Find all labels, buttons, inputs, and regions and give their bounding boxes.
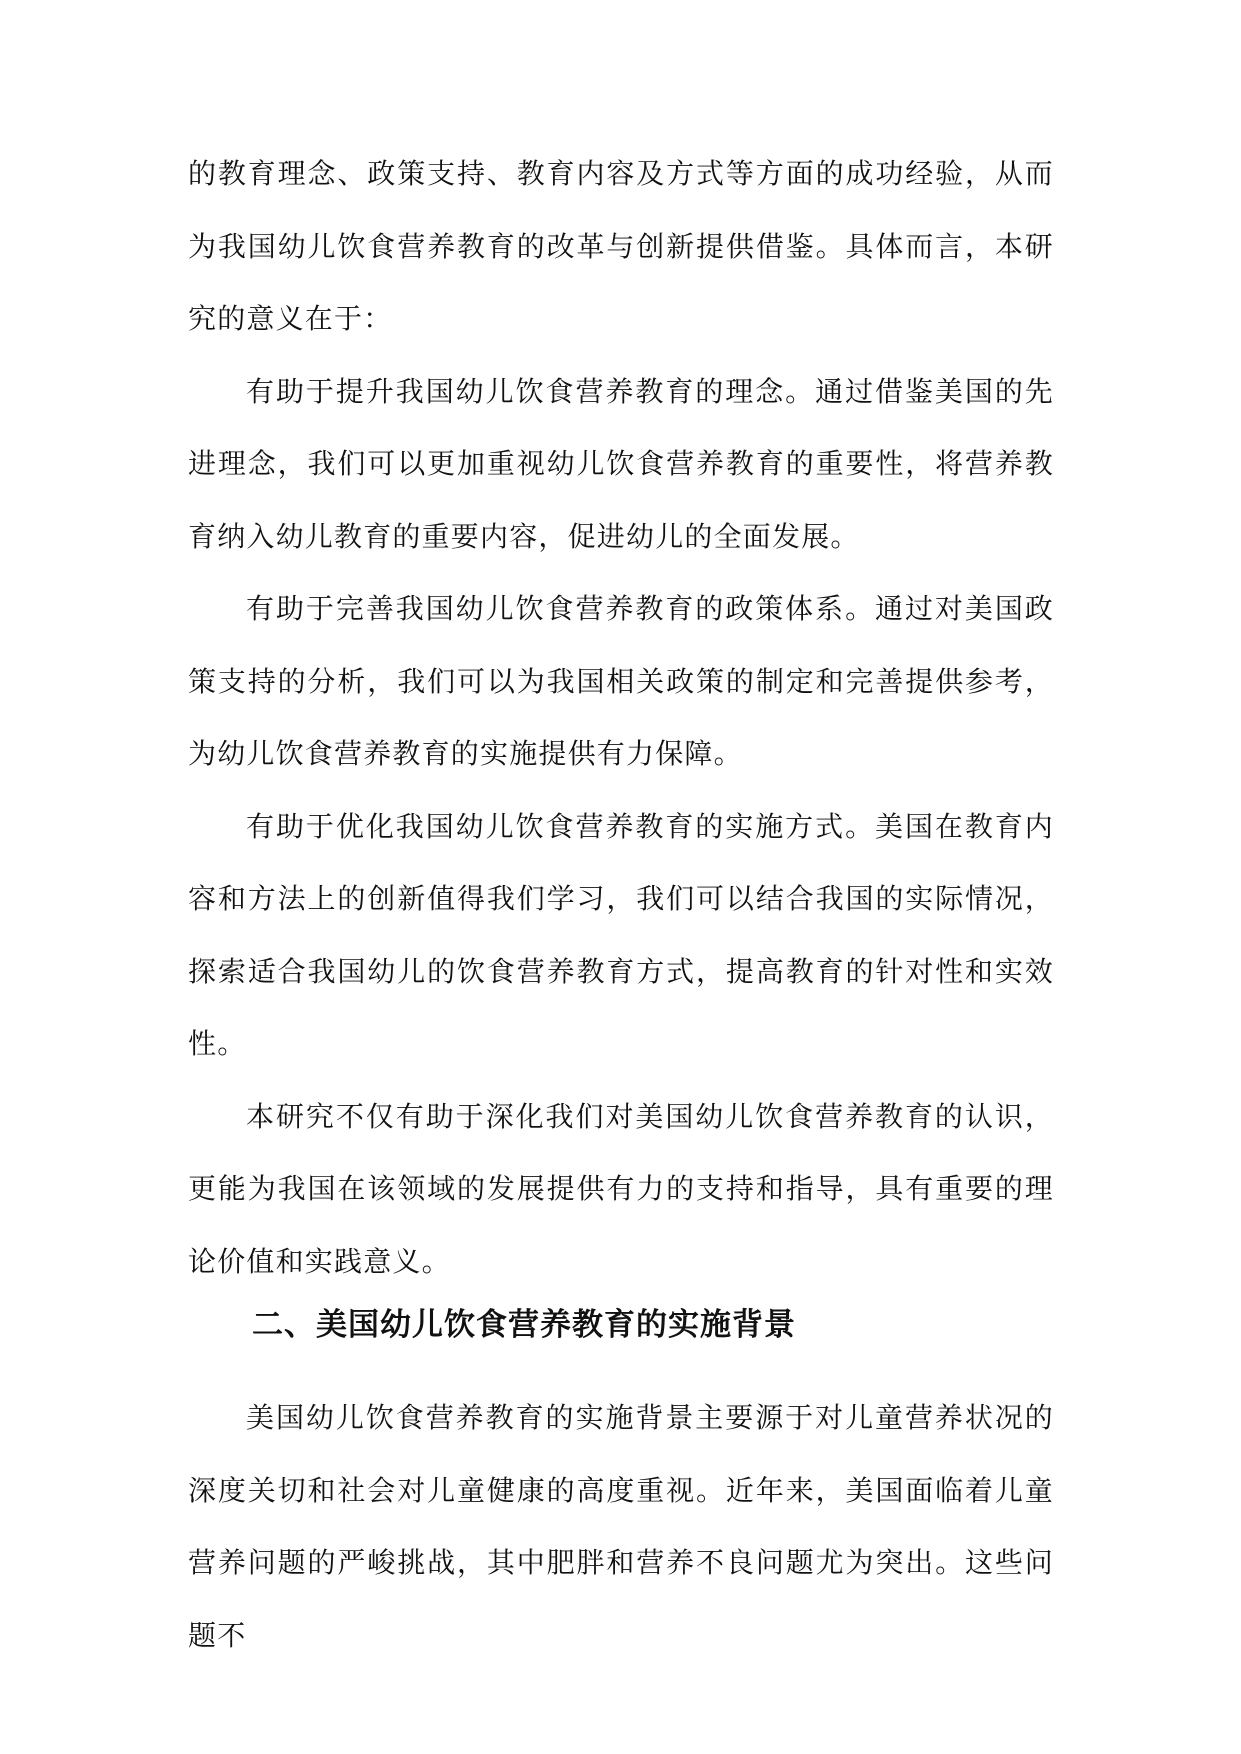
paragraph-3: 有助于完善我国幼儿饮食营养教育的政策体系。通过对美国政策支持的分析，我们可以为我国相关政策的制定和完善提供参考，为幼儿饮食营养教育的实施提供有力保障。: [188, 592, 1054, 770]
body-text-bottom: [188, 1382, 1054, 1672]
paragraph-2: 有助于提升我国幼儿饮食营养教育的理念。通过借鉴美国的先进理念，我们可以更加重视幼儿饮食营养教育的重要性，将营养教育纳入幼儿教育的重要内容，促进幼儿的全面发展。: [188, 374, 1054, 553]
body-text-top: [188, 138, 1054, 1298]
section-heading-block: [252, 1300, 1052, 1350]
paragraph-4: 有助于优化我国幼儿饮食营养教育的实施方式。美国在教育内容和方法上的创新值得我们学习，我们可以结合我国的实际情况，探索适合我国幼儿的饮食营养教育方式，提高教育的针对性和实效性。: [188, 809, 1054, 1060]
paragraph-6: 美国幼儿饮食营养教育的实施背景主要源于对儿童营养状况的深度关切和社会对儿童健康的高度重视。近年来，美国面临着儿童营养问题的严峻挑战，其中肥胖和营养不良问题尤为突出。这些问题不: [188, 1401, 1054, 1652]
section-heading: 二、美国幼儿饮食营养教育的实施背景: [252, 1307, 796, 1343]
paragraph-1: 的教育理念、政策支持、教育内容及方式等方面的成功经验，从而为我国幼儿饮食营养教育的改革与创新提供借鉴。具体而言，本研究的意义在于：: [188, 157, 1054, 335]
paragraph-5: 本研究不仅有助于深化我们对美国幼儿饮食营养教育的认识，更能为我国在该领域的发展提供有力的支持和指导，具有重要的理论价值和实践意义。: [188, 1099, 1054, 1278]
